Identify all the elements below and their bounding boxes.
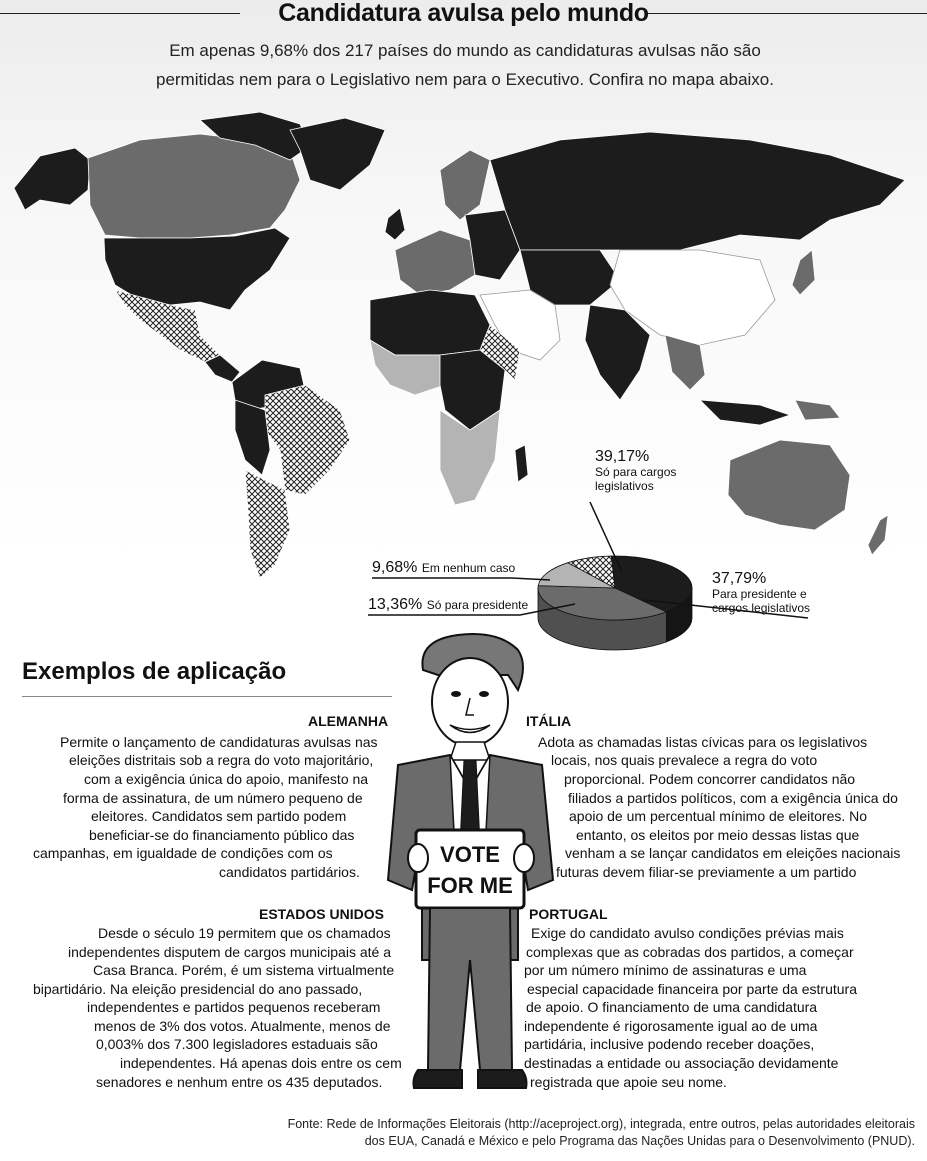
sign-line-vote: VOTE [440,842,500,867]
western-europe-region [395,230,475,295]
heading-germany: ALEMANHA [308,713,389,729]
italy-line: Adota as chamadas listas cívicas para os legislativos [538,734,868,750]
germany-line: com a exigência única do apoio, manifesto na [84,771,369,787]
usa-line: menos de 3% dos votos. Atualmente, menos de [94,1018,391,1034]
north-africa-region [370,290,490,355]
portugal-line: Exige do candidato avulso condições prévias mais [531,925,844,941]
argentina-chile-region [245,470,290,578]
usa-line: Casa Branca. Porém, é um sistema virtualmente [93,962,395,978]
pie-pct-both: 37,79% [712,570,767,587]
portugal-line: complexas que as cobradas dos partidos, a começar [526,944,854,960]
examples-rule [22,696,392,697]
papua-region [795,400,840,420]
italy-line: locais, nos quais prevalece a regra do voto [551,752,818,768]
pie-leader-line [372,578,550,580]
portugal-line: de apoio. O financiamento de uma candidatura [526,999,818,1015]
germany-line: eleições distritais sob a regra do voto majoritário, [69,752,374,768]
germany-line: forma de assinatura, de um número pequeno de [63,790,363,806]
russia-region [490,132,905,250]
pie-desc-both-line: cargos legislativos [712,601,811,616]
italy-line: filiados a partidos políticos, com a exigência única do [568,790,898,806]
portugal-line: por um número mínimo de assinaturas e uma [524,962,807,978]
portugal-line: especial capacidade financeira por parte da estrutura [527,981,857,997]
source-note [175,1116,915,1150]
greenland-region [290,118,385,190]
subtitle-line: permitidas nem para o Legislativo nem para o Executivo. Confira no mapa abaixo. [155,70,774,89]
brazil-region [265,385,350,495]
germany-line: Permite o lançamento de candidaturas avulsas nas [60,734,378,750]
subtitle [60,36,870,94]
germany-line: beneficiar-se do financiamento público das [89,827,355,843]
germany-line: eleitores. Candidatos sem partido podem [91,808,347,824]
indonesia-region [700,400,790,425]
pie-desc-legislative-line: Só para cargos [595,465,677,480]
pie-desc-legislative-line: legislativos [595,479,654,494]
usa-line: bipartidário. Na eleição presidencial do ano passado, [33,981,363,997]
pie-label-legislative [595,448,676,494]
pie-label-both [712,570,810,616]
usa-line: Desde o século 19 permitem que os chamados [98,925,391,941]
germany-line: campanhas, em igualdade de condições com os [33,845,333,861]
pie-pct-none: 9,68% [372,559,418,576]
uk-region [385,208,405,240]
pie-desc-both-line: Para presidente e [712,587,807,602]
usa-line: independentes. Há apenas dois entre os cem [120,1055,402,1071]
portugal-line: independente é rigorosamente igual ao de uma [524,1018,818,1034]
pie-label-president [368,596,528,614]
portugal-line: destinadas a entidade ou associação devidamente [524,1055,839,1071]
usa-line: senadores e nenhum entre os 435 deputados. [96,1074,383,1090]
portugal-line: registrada que apoie seu nome. [530,1074,727,1090]
japan-region [792,250,815,295]
source-line: Fonte: Rede de Informações Eleitorais (http://aceproject.org), integrada, entre outros, pelas autoridades eleitorais [287,1117,915,1131]
scandinavia-region [440,150,490,220]
examples-title: Exemplos de aplicação [22,658,287,685]
peru-bolivia-region [235,400,270,475]
heading-portugal: PORTUGAL [529,906,608,922]
pie-pct-legislative: 39,17% [595,448,650,465]
page-title-text: Candidatura avulsa pelo mundo [278,0,649,27]
pie-pct-president: 13,36% [368,596,423,613]
pie-label-none [372,559,515,577]
source-line: dos EUA, Canadá e México e pelo Programa das Nações Unidas para o Desenvolvimento (PNUD). [364,1134,915,1148]
italy-line: proporcional. Podem concorrer candidatos não [564,771,856,787]
italy-line: entanto, os eleitos por meio dessas listas que [576,827,860,843]
pie-desc-none: Em nenhum caso [421,561,516,575]
pie-slices [538,556,692,620]
italy-line: venham a se lançar candidatos em eleições nacionais [565,845,901,861]
usa-line: 0,003% dos 7.300 legisladores estaduais são [96,1036,378,1052]
heading-italy: ITÁLIA [526,713,572,729]
italy-line: apoio de um percentual mínimo de eleitores. No [569,808,868,824]
heading-usa: ESTADOS UNIDOS [259,906,384,922]
subtitle-line: Em apenas 9,68% dos 217 países do mundo as candidaturas avulsas não são [169,41,761,60]
sign-line-for-me: FOR ME [427,873,513,898]
usa-line: independentes disputem de cargos municipais até a [68,944,391,960]
italy-line: futuras devem filiar-se previamente a um partido [556,864,857,880]
page-title [0,0,927,26]
portugal-line: partidária, inclusive podendo receber doações, [524,1036,815,1052]
germany-line: candidatos partidários. [219,864,360,880]
usa-line: independentes e partidos pequenos receberam [87,999,381,1015]
alaska-region [14,148,90,210]
pie-desc-president: Só para presidente [426,598,529,612]
